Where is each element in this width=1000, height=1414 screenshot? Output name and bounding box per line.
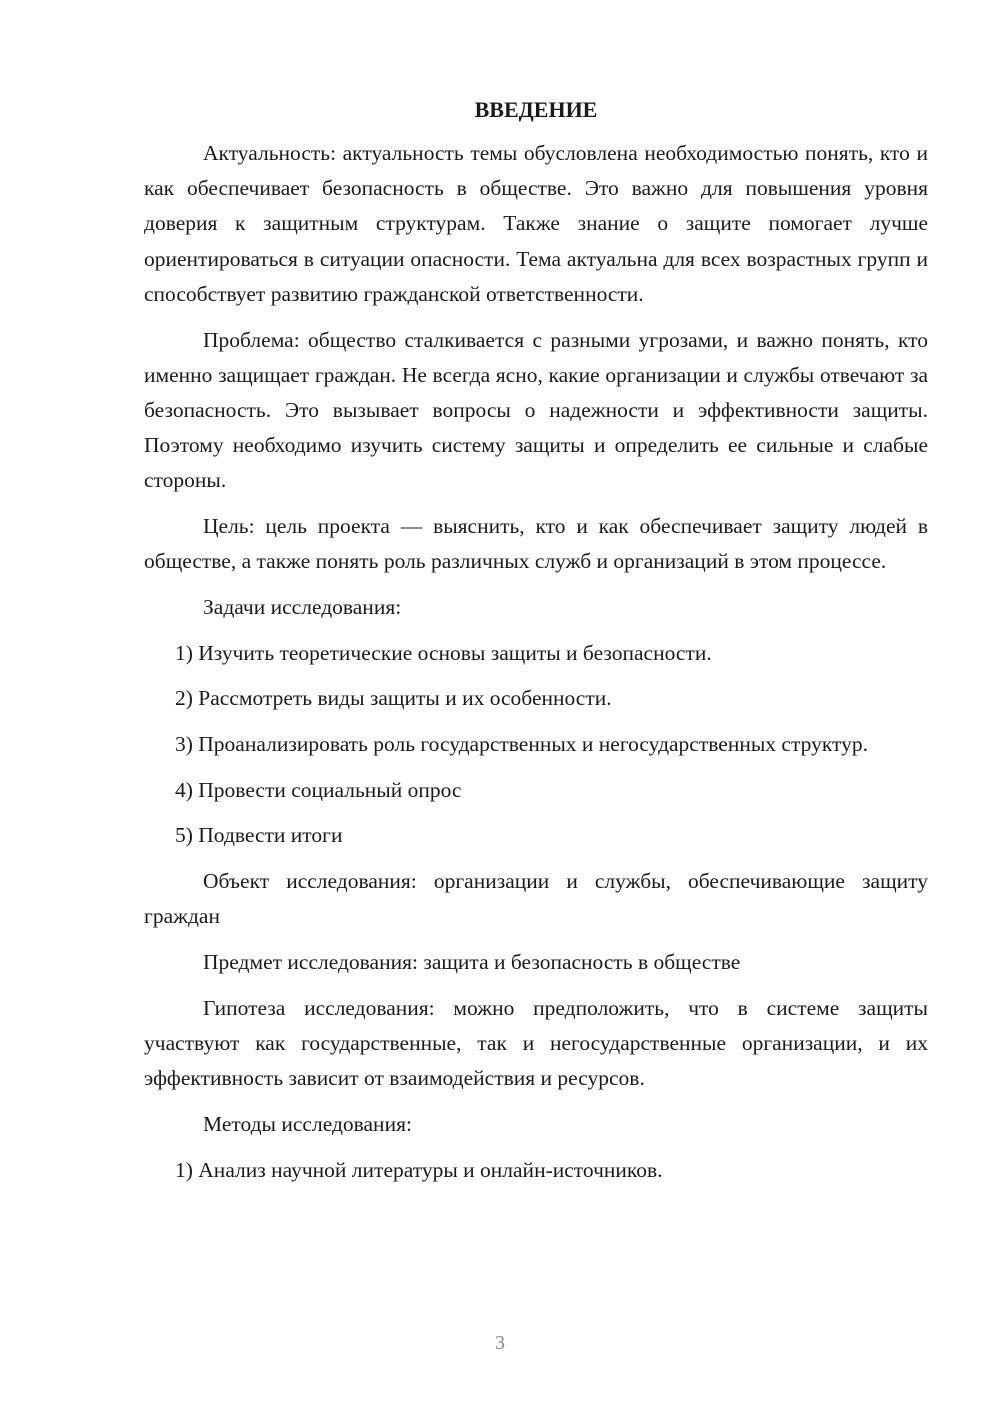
goal-paragraph: Цель: цель проекта — выяснить, кто и как обеспечивает защиту людей в обществе, а также понять роль различных служб и организаций в этом процессе. — [144, 514, 928, 574]
page-number: 3 — [495, 1332, 505, 1354]
task-item: 5) Подвести итоги — [175, 823, 343, 848]
tasks-heading: Задачи исследования: — [203, 594, 402, 619]
hypothesis-paragraph: Гипотеза исследования: можно предположить, что в системе защиты участвуют как государственные, так и негосударственные организации, и их эффективность зависит от взаимодействия и ресурсов. — [144, 995, 928, 1091]
task-item: 1) Изучить теоретические основы защиты и безопасности. — [175, 640, 712, 665]
subject-paragraph: Предмет исследования: защита и безопасность в обществе — [203, 950, 741, 975]
document-title: ВВЕДЕНИЕ — [474, 97, 598, 122]
method-item: 1) Анализ научной литературы и онлайн-источников. — [175, 1157, 663, 1182]
task-item: 2) Рассмотреть виды защиты и их особенности. — [175, 686, 612, 711]
task-item: 3) Проанализировать роль государственных и негосударственных структур. — [175, 732, 868, 757]
relevance-paragraph: Актуальность: актуальность темы обусловлена необходимостью понять, кто и как обеспечивает безопасность в обществе. Это важно для повышения уровня доверия к защитным структурам. Также знание о защите помогает лучше ориентироваться в ситуации опасности. Тема актуальна для всех возрастных групп и способствует развитию гражданской ответственности. — [144, 141, 928, 306]
methods-heading: Методы исследования: — [203, 1111, 412, 1136]
object-paragraph: Объект исследования: организации и службы, обеспечивающие защиту граждан — [144, 869, 928, 929]
document-page — [144, 92, 928, 1198]
task-item: 4) Провести социальный опрос — [175, 777, 462, 802]
problem-paragraph: Проблема: общество сталкивается с разными угрозами, и важно понять, кто именно защищает граждан. Не всегда ясно, какие организации и службы отвечают за безопасность. Это вызывает вопросы о надежности и эффективности защиты. Поэтому необходимо изучить систему защиты и определить ее сильные и слабые стороны. — [144, 327, 928, 493]
